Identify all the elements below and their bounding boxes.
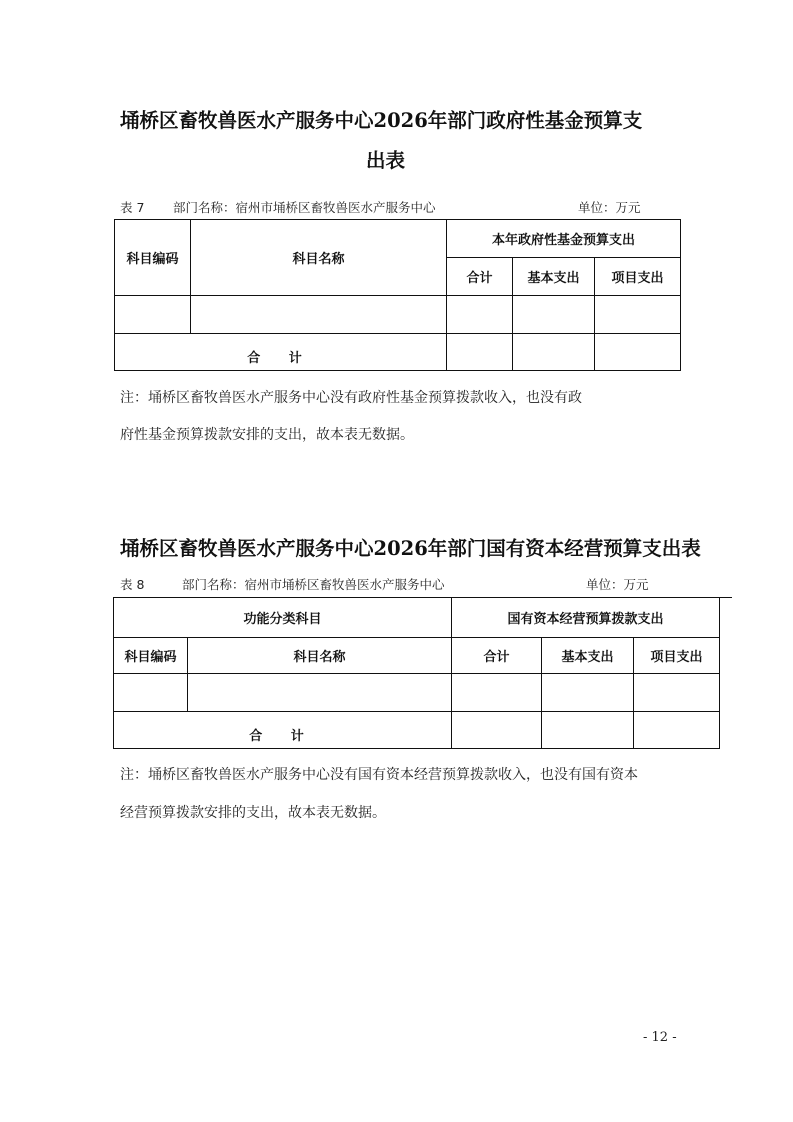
table8-note-line2: 经营预算拨款安排的支出，故本表无数据。 [120,805,386,821]
table8-total-row [114,712,720,749]
table7-total-row [115,334,681,371]
table8-border-extension [719,597,732,598]
table8-total-label: 合 计 [114,712,452,749]
table7-note-line2: 府性基金预算拨款安排的支出，故本表无数据。 [120,427,414,443]
table8-number: 表 8 [120,577,145,592]
table7-total-label: 合 计 [115,334,447,371]
table7-department: 部门名称：宿州市埇桥区畜牧兽医水产服务中心 [173,200,436,215]
table8-empty-row [114,674,720,712]
table8-header-func-group: 功能分类科目 [114,598,452,638]
table7-title-line1: 埇桥区畜牧兽医水产服务中心2026年部门政府性基金预算支 [120,109,643,132]
table8-unit: 单位：万元 [586,577,649,592]
table7-header-name: 科目名称 [191,220,447,296]
table7-empty-row [115,296,681,334]
table8-note-line1: 注：埇桥区畜牧兽医水产服务中心没有国有资本经营预算拨款收入，也没有国有资本 [120,767,638,783]
table7-header-basic: 基本支出 [513,258,595,296]
table7-header-code: 科目编码 [115,220,191,296]
table8-department: 部门名称：宿州市埇桥区畜牧兽医水产服务中心 [182,577,445,592]
table8-header-total: 合计 [452,638,542,674]
table8-header-project: 项目支出 [634,638,720,674]
table7-header-project: 项目支出 [595,258,681,296]
table7-header-group: 本年政府性基金预算支出 [447,220,681,258]
table7-government-fund-expenditure [114,219,681,371]
table8-header-budget-group: 国有资本经营预算拨款支出 [452,598,720,638]
table8-header-name: 科目名称 [188,638,452,674]
table8-title: 埇桥区畜牧兽医水产服务中心2026年部门国有资本经营预算支出表 [120,537,701,560]
table8-state-capital-expenditure [113,597,720,749]
table7-unit: 单位：万元 [578,200,641,215]
table8-header-code: 科目编码 [114,638,188,674]
table7-title-line2: 出表 [366,149,406,172]
table8-header-basic: 基本支出 [542,638,634,674]
table7-note-line1: 注：埇桥区畜牧兽医水产服务中心没有政府性基金预算拨款收入，也没有政 [120,390,582,406]
table7-number: 表 7 [120,200,145,215]
table7-header-total: 合计 [447,258,513,296]
page-number: - 12 - [643,1030,677,1045]
